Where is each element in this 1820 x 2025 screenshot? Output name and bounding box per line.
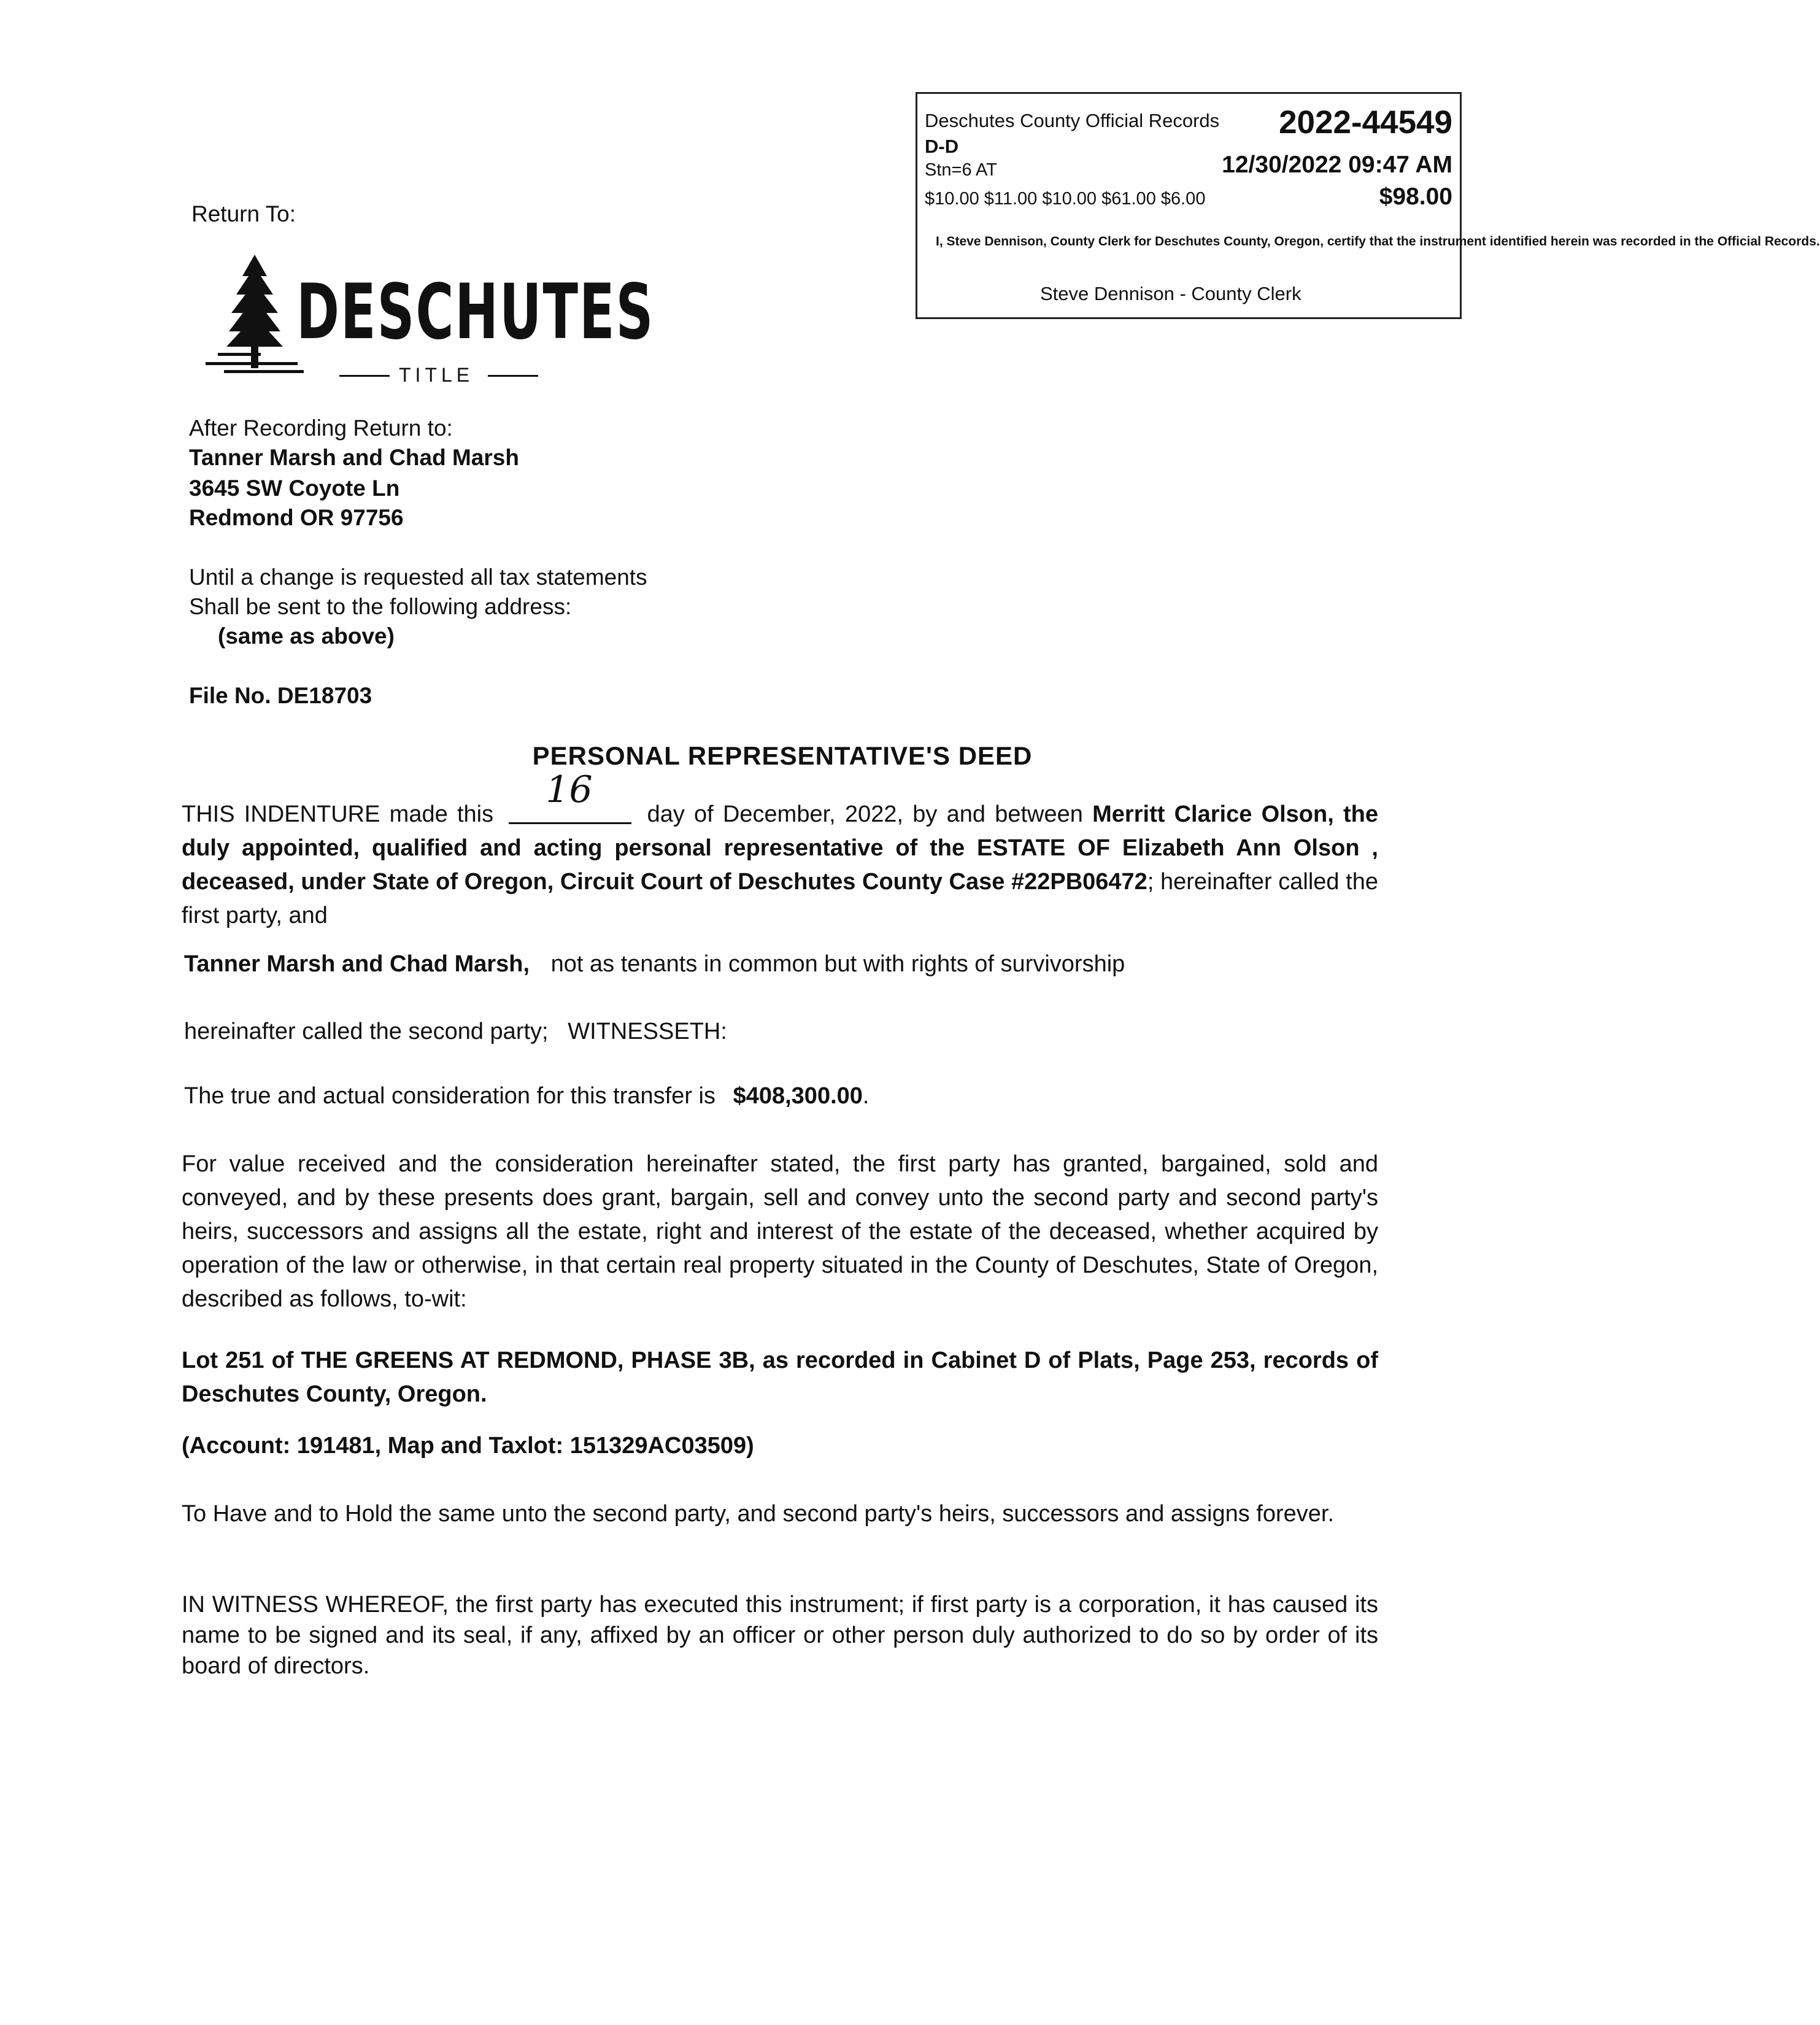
consideration-amount: $408,300.00 (733, 1083, 863, 1109)
tax-line-3: (same as above) (218, 623, 395, 649)
logo-wordmark: DESCHUTES (296, 268, 655, 357)
stamp-datetime: 12/30/2022 09:47 AM (1222, 152, 1452, 178)
file-number: File No. DE18703 (189, 683, 372, 708)
logo-rule-left (339, 375, 390, 377)
habendum-paragraph: To Have and to Hold the same unto the second party, and second party's heirs, successors and assigns forever. (182, 1501, 1335, 1527)
indenture-tail: ; hereinafter called the first party, and (182, 869, 1379, 928)
legal-description: Lot 251 of THE GREENS AT REDMOND, PHASE 3B, as recorded in Cabinet D of Plats, Page 253, records of Deschutes County, Oregon. (182, 1348, 1378, 1407)
consideration-period: . (862, 1083, 870, 1109)
second-party-line (184, 951, 1125, 978)
stamp-clerk: Steve Dennison - County Clerk (1040, 283, 1301, 304)
grantee-name: Tanner Marsh and Chad Marsh (189, 445, 519, 470)
document-title: PERSONAL REPRESENTATIVE'S DEED (532, 741, 1033, 770)
indenture-paragraph (182, 768, 1379, 933)
second-party-names: Tanner Marsh and Chad Marsh, (184, 951, 530, 977)
after-recording-label: After Recording Return to: (189, 415, 453, 441)
stamp-office: Deschutes County Official Records (925, 110, 1220, 131)
return-to-label: Return To: (191, 201, 296, 226)
logo-rule-right (488, 375, 538, 377)
logo-subtitle: TITLE (399, 364, 474, 386)
stamp-station: Stn=6 AT (925, 160, 997, 180)
grant-paragraph: For value received and the consideration hereinafter stated, the first party has granted, bargained, sold and conveyed, and by these presents does grant, bargain, sell and convey unto the second party and second party's heirs, successors and assigns all the estate, right and interest of the estate of the deceased, whether acquired by operation of the law or otherwise, in that certain real property situated in the County of Deschutes, State of Oregon, described as follows, to-wit: (182, 1151, 1378, 1312)
consideration-line (184, 1083, 869, 1109)
stamp-fees: $10.00 $11.00 $10.00 $61.00 $6.00 (925, 189, 1206, 209)
stamp-certification: I, Steve Dennison, County Clerk for Deschutes County, Oregon, certify that the instrument identified herein was recorded in the Official Records. (936, 234, 1820, 249)
stamp-type: D-D (925, 136, 959, 157)
recording-stamp (916, 92, 1820, 319)
tax-line-2: Shall be sent to the following address: (189, 594, 572, 619)
indenture-lead: THIS INDENTURE made this (182, 801, 494, 827)
consideration-text: The true and actual consideration for this transfer is (184, 1083, 716, 1109)
handwritten-day: 16 (546, 768, 593, 811)
grantee-city: Redmond OR 97756 (189, 505, 404, 530)
witnesseth-line: hereinafter called the second party; WITNESSETH: (184, 1019, 727, 1044)
stamp-total: $98.00 (1379, 183, 1452, 210)
deschutes-title-logo (206, 249, 655, 396)
pine-tree-icon (206, 249, 304, 384)
account-line: (Account: 191481, Map and Taxlot: 151329AC03509) (182, 1433, 754, 1459)
stamp-document-number: 2022-44549 (1279, 104, 1452, 141)
tax-line-1: Until a change is requested all tax statements (189, 565, 647, 590)
first-party: Merritt Clarice Olson, the duly appointed, qualified and acting personal representative of the ESTATE OF Elizabeth Ann Olson , deceased, under State of Oregon, Circuit Court of Deschutes County Case #22PB06472 (182, 801, 1379, 895)
indenture-mid: day of December, 2022, by and between (647, 801, 1083, 827)
witness-clause: IN WITNESS WHEREOF, the first party has executed this instrument; if first party is a corporation, it has caused its name to be signed and its seal, if any, affixed by an officer or other person duly authorized to do so by order of its board of directors. (182, 1592, 1378, 1679)
day-blank (509, 768, 631, 824)
second-party-tenancy: not as tenants in common but with rights of survivorship (550, 951, 1125, 977)
grantee-street: 3645 SW Coyote Ln (189, 476, 400, 501)
